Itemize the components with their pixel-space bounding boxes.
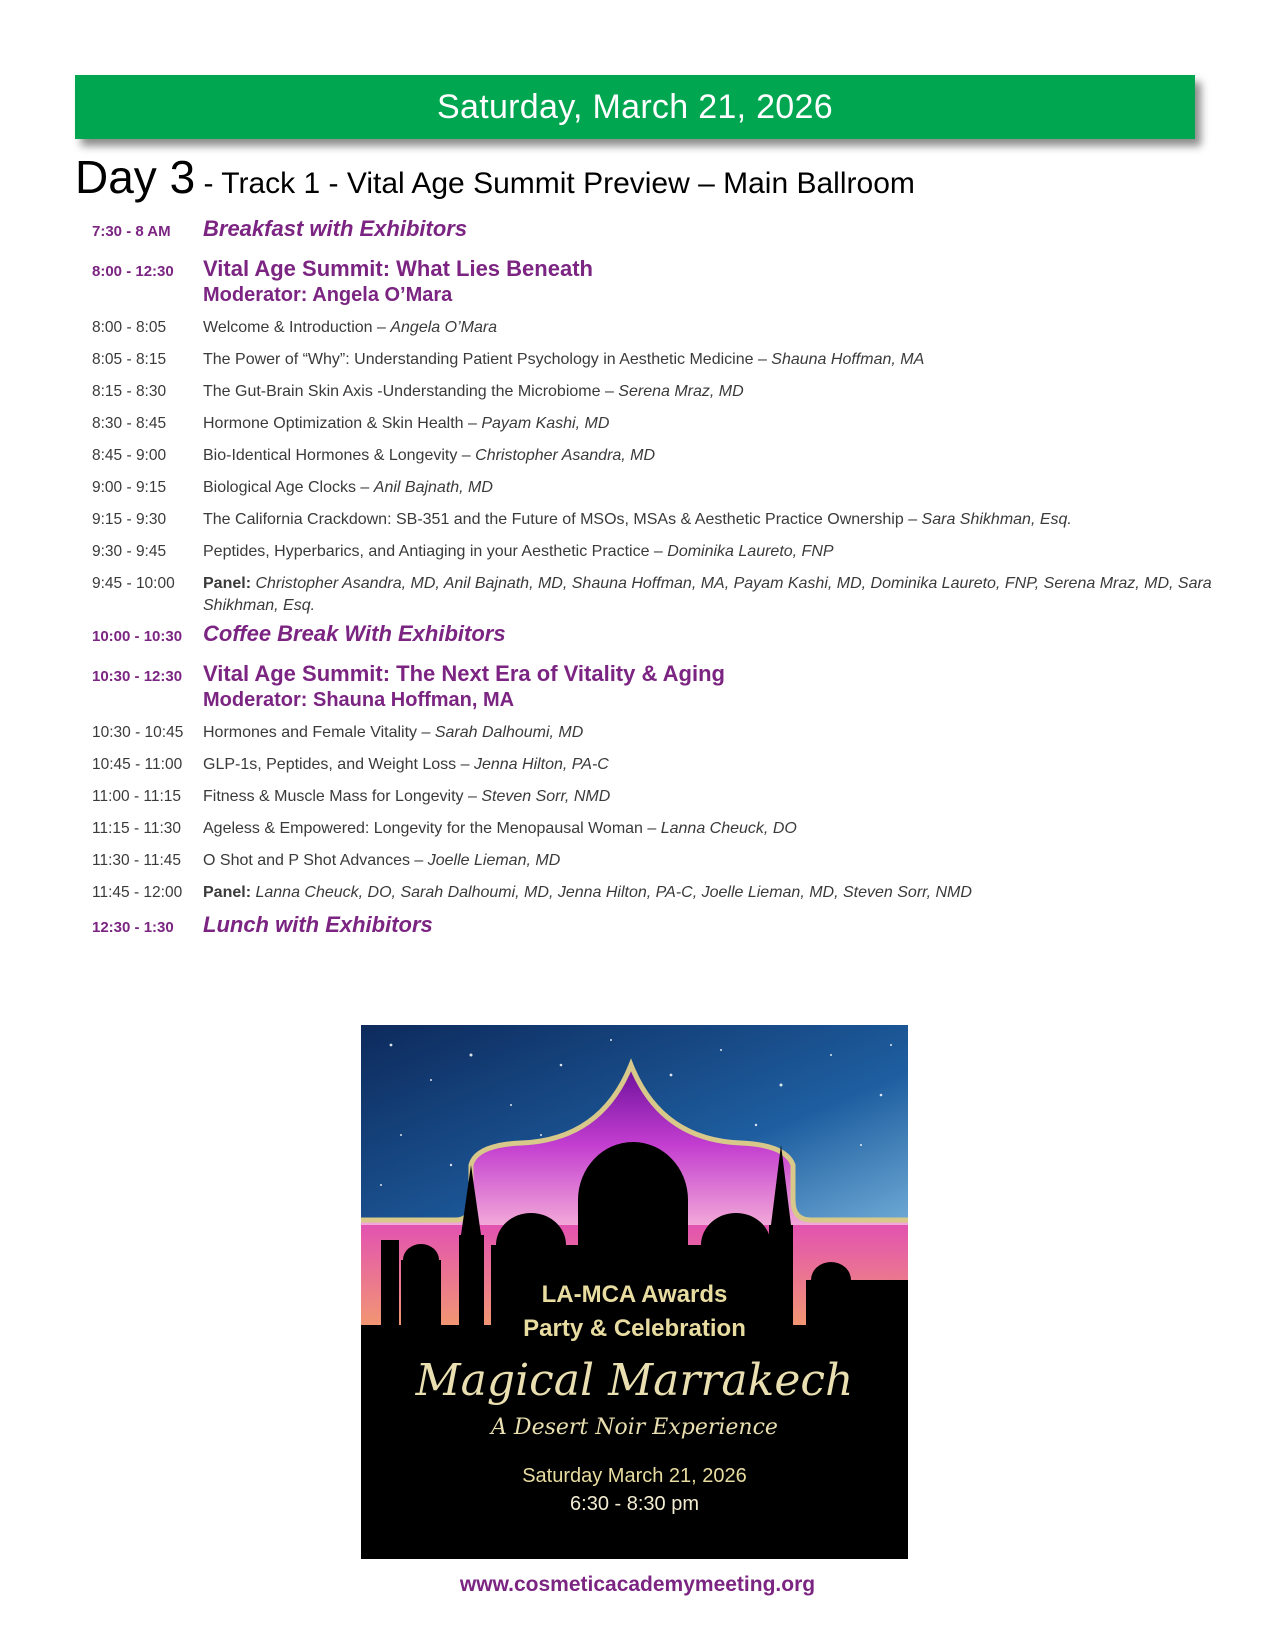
panel-speakers: Christopher Asandra, MD, Anil Bajnath, MD, Shauna Hoffman, MA, Payam Kashi, MD, Dominika Laureto, FNP, Serena Mraz, MD, Sara Shikhman, Esq. (203, 575, 1212, 614)
panel-row-1 (92, 573, 1212, 617)
talk-speaker: Anil Bajnath, MD (373, 479, 493, 496)
website-link[interactable]: www.cosmeticacademymeeting.org (459, 1573, 816, 1596)
flyer-heading (361, 1278, 908, 1346)
day-label: Day 3 (75, 151, 196, 203)
talk-title: Hormone Optimization & Skin Health – (203, 415, 482, 432)
time-label: 10:00 - 10:30 (92, 628, 183, 645)
talk-title: O Shot and P Shot Advances – (203, 852, 428, 869)
event-title: Lunch with Exhibitors (203, 912, 433, 937)
time-label: 9:45 - 10:00 (92, 575, 175, 592)
time-label: 8:00 - 8:05 (92, 319, 167, 336)
talk-title: The Power of “Why”: Understanding Patient Psychology in Aesthetic Medicine – (203, 351, 772, 368)
talk-speaker: Dominika Laureto, FNP (667, 543, 834, 560)
talk-title: Biological Age Clocks – (203, 479, 374, 496)
date-banner-text: Saturday, March 21, 2026 (437, 87, 833, 126)
flyer-time: 6:30 - 8:30 pm (570, 1493, 699, 1515)
talk-row (92, 850, 1212, 882)
talk-row (92, 349, 1212, 381)
session-moderator: Moderator: Shauna Hoffman, MA (203, 689, 515, 711)
talk-title: Bio-Identical Hormones & Longevity – (203, 447, 476, 464)
talk-row (92, 818, 1212, 850)
talk-speaker: Payam Kashi, MD (481, 415, 610, 432)
schedule-row-coffee (92, 623, 1212, 660)
time-label: 8:45 - 9:00 (92, 447, 167, 464)
date-banner (75, 75, 1195, 139)
time-label: 8:00 - 12:30 (92, 263, 174, 280)
talk-title: Fitness & Muscle Mass for Longevity – (203, 788, 482, 805)
talk-title: Ageless & Empowered: Longevity for the Menopausal Woman – (203, 820, 661, 837)
track-subtitle: - Track 1 - Vital Age Summit Preview – Main Ballroom (195, 167, 915, 200)
talk-title: The Gut-Brain Skin Axis -Understanding the Microbiome – (203, 383, 619, 400)
talk-speaker: Joelle Lieman, MD (427, 852, 561, 869)
talk-speaker: Shauna Hoffman, MA (771, 351, 925, 368)
awards-party-flyer (361, 1025, 908, 1559)
time-label: 9:15 - 9:30 (92, 511, 167, 528)
time-label: 10:30 - 12:30 (92, 668, 183, 685)
time-label: 11:15 - 11:30 (92, 820, 182, 837)
talk-speaker: Sarah Dalhoumi, MD (434, 724, 584, 741)
time-label: 7:30 - 8 AM (92, 223, 171, 240)
talk-speaker: Christopher Asandra, MD (475, 447, 656, 464)
talk-row (92, 786, 1212, 818)
time-label: 11:00 - 11:15 (92, 788, 182, 805)
talk-speaker: Steven Sorr, NMD (481, 788, 611, 805)
session-title: Vital Age Summit: The Next Era of Vitality & Aging (203, 661, 725, 686)
talk-title: GLP-1s, Peptides, and Weight Loss – (203, 756, 474, 773)
talk-speaker: Angela O’Mara (390, 319, 498, 336)
event-title: Breakfast with Exhibitors (203, 216, 468, 241)
panel-speakers: Lanna Cheuck, DO, Sarah Dalhoumi, MD, Jenna Hilton, PA-C, Joelle Lieman, MD, Steven Sorr, NMD (255, 884, 972, 901)
time-label: 9:00 - 9:15 (92, 479, 167, 496)
talk-row (92, 509, 1212, 541)
talk-speaker: Serena Mraz, MD (618, 383, 744, 400)
talk-row (92, 317, 1212, 349)
schedule-row-breakfast (92, 218, 1212, 255)
session-title: Vital Age Summit: What Lies Beneath (203, 256, 593, 281)
flyer-subtitle: A Desert Noir Experience (491, 1415, 778, 1440)
panel-row-2 (92, 882, 1212, 914)
session-moderator: Moderator: Angela O’Mara (203, 284, 453, 306)
schedule-row-lunch (92, 914, 1212, 951)
flyer-title: Magical Marrakech (415, 1355, 854, 1406)
talk-speaker: Lanna Cheuck, DO (660, 820, 797, 837)
talk-speaker: Sara Shikhman, Esq. (921, 511, 1072, 528)
session-header-1 (92, 255, 1212, 309)
schedule (92, 218, 1212, 951)
talk-row (92, 541, 1212, 573)
event-title: Coffee Break With Exhibitors (203, 621, 506, 646)
time-label: 10:30 - 10:45 (92, 724, 184, 741)
time-label: 8:30 - 8:45 (92, 415, 167, 432)
talk-row (92, 413, 1212, 445)
time-label: 9:30 - 9:45 (92, 543, 167, 560)
flyer-line-1: LA-MCA Awards (541, 1281, 728, 1308)
talk-title: Hormones and Female Vitality – (203, 724, 435, 741)
time-label: 10:45 - 11:00 (92, 756, 183, 773)
session-header-2 (92, 660, 1212, 714)
talk-row (92, 722, 1212, 754)
talk-title: Peptides, Hyperbarics, and Antiaging in your Aesthetic Practice – (203, 543, 668, 560)
time-label: 11:45 - 12:00 (92, 884, 183, 901)
flyer-date: Saturday March 21, 2026 (522, 1465, 747, 1487)
talk-row (92, 754, 1212, 786)
talk-speaker: Jenna Hilton, PA-C (473, 756, 609, 773)
time-label: 8:05 - 8:15 (92, 351, 167, 368)
talk-title: The California Crackdown: SB-351 and the Future of MSOs, MSAs & Aesthetic Practice Ownership – (203, 511, 922, 528)
panel-label: Panel: (203, 575, 256, 592)
talk-row (92, 445, 1212, 477)
time-label: 12:30 - 1:30 (92, 919, 174, 936)
time-label: 11:30 - 11:45 (92, 852, 182, 869)
talk-row (92, 381, 1212, 413)
time-label: 8:15 - 8:30 (92, 383, 167, 400)
panel-label: Panel: (203, 884, 256, 901)
talk-title: Welcome & Introduction – (203, 319, 391, 336)
page-title (75, 150, 915, 204)
flyer-line-2: Party & Celebration (523, 1315, 746, 1342)
talk-row (92, 477, 1212, 509)
